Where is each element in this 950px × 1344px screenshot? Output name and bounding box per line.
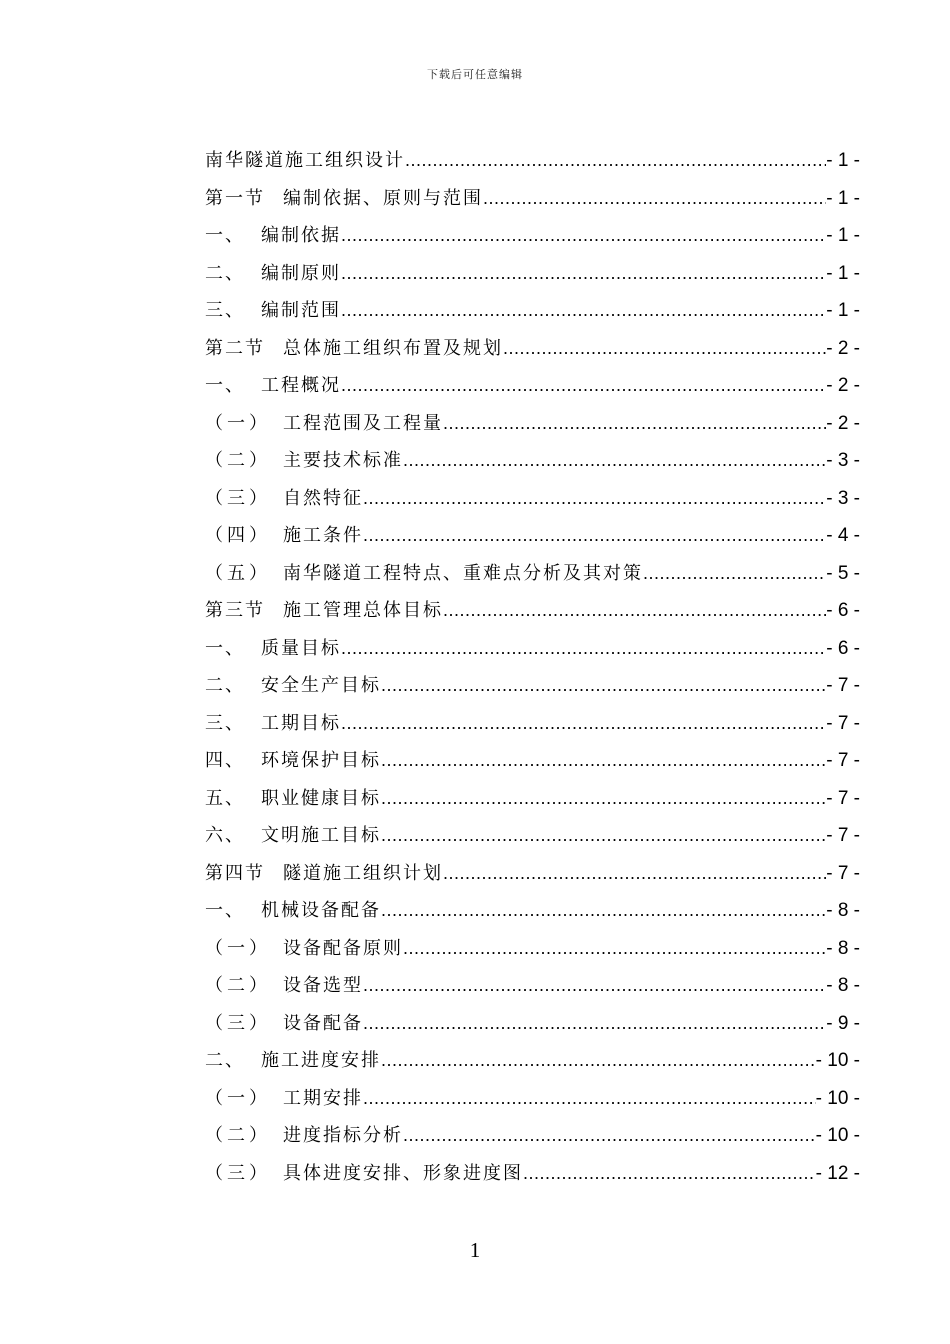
toc-entry-prefix: （三） xyxy=(205,487,271,509)
toc-entry-prefix: 第四节 xyxy=(205,862,265,884)
toc-entry-label xyxy=(205,442,403,480)
toc-entry-label xyxy=(205,1042,381,1080)
toc-entry-title: 南华隧道施工组织设计 xyxy=(205,150,405,171)
toc-entry-page: - 8 - xyxy=(826,937,860,959)
toc-entry-prefix: 一、 xyxy=(205,637,245,659)
toc-entry-label xyxy=(205,967,363,1005)
toc-entry-label xyxy=(205,1117,403,1155)
toc-entry-page: - 7 - xyxy=(826,862,860,884)
toc-entry[interactable] xyxy=(205,405,860,443)
toc-entry-title: 编制依据、原则与范围 xyxy=(283,187,483,209)
toc-entry[interactable] xyxy=(205,855,860,893)
toc-dot-leader xyxy=(363,1005,826,1043)
toc-entry-prefix: 第二节 xyxy=(205,337,265,359)
toc-entry-page: - 6 - xyxy=(826,637,860,659)
toc-entry[interactable] xyxy=(205,367,860,405)
toc-entry-page: - 6 - xyxy=(826,600,860,621)
toc-entry-title: 自然特征 xyxy=(283,487,363,509)
toc-entry-page: - 4 - xyxy=(826,525,860,546)
toc-entry-page: - 2 - xyxy=(826,375,860,396)
toc-entry[interactable] xyxy=(205,292,860,330)
toc-entry[interactable] xyxy=(205,180,860,218)
toc-entry-label xyxy=(205,930,403,968)
toc-entry[interactable] xyxy=(205,780,860,818)
toc-entry[interactable] xyxy=(205,1080,860,1118)
toc-entry-title: 进度指标分析 xyxy=(283,1125,403,1146)
toc-entry[interactable] xyxy=(205,930,860,968)
toc-entry-prefix: （三） xyxy=(205,1012,271,1034)
toc-entry-prefix: 第一节 xyxy=(205,187,265,209)
toc-dot-leader xyxy=(381,742,826,780)
toc-dot-leader xyxy=(363,480,826,518)
toc-entry-prefix: 一、 xyxy=(205,225,245,246)
toc-entry-page: - 1 - xyxy=(826,150,860,171)
toc-dot-leader xyxy=(403,1117,816,1155)
toc-entry-title: 安全生产目标 xyxy=(261,675,381,696)
toc-entry-page: - 7 - xyxy=(826,712,860,734)
toc-entry[interactable] xyxy=(205,480,860,518)
toc-entry-page: - 10 - xyxy=(815,1125,860,1146)
toc-entry[interactable] xyxy=(205,1042,860,1080)
toc-entry[interactable] xyxy=(205,630,860,668)
toc-entry-label xyxy=(205,1080,363,1118)
toc-entry[interactable] xyxy=(205,142,860,180)
toc-entry-prefix: 二、 xyxy=(205,1050,245,1071)
toc-entry[interactable] xyxy=(205,217,860,255)
toc-dot-leader xyxy=(381,1042,816,1080)
toc-entry-label xyxy=(205,742,381,780)
toc-entry-title: 主要技术标准 xyxy=(283,450,403,471)
toc-dot-leader xyxy=(483,180,826,218)
toc-entry-prefix: 三、 xyxy=(205,300,245,321)
toc-entry-title: 施工条件 xyxy=(283,525,363,546)
toc-entry-title: 总体施工组织布置及规划 xyxy=(283,337,503,359)
page-number: 1 xyxy=(469,1238,481,1262)
toc-dot-leader xyxy=(341,705,826,743)
toc-entry-title: 隧道施工组织计划 xyxy=(283,862,443,884)
toc-entry-page: - 1 - xyxy=(826,225,860,246)
toc-entry[interactable] xyxy=(205,892,860,930)
toc-entry-prefix: （二） xyxy=(205,1125,271,1146)
toc-entry-label xyxy=(205,255,341,293)
toc-entry-title: 工程概况 xyxy=(261,375,341,396)
toc-entry-prefix: 六、 xyxy=(205,825,245,846)
page-header: 下载后可任意编辑 xyxy=(427,68,523,81)
toc-entry-prefix: 第三节 xyxy=(205,600,265,621)
toc-entry-title: 质量目标 xyxy=(261,637,341,659)
toc-entry-title: 职业健康目标 xyxy=(261,787,381,809)
toc-entry-prefix: （四） xyxy=(205,525,271,546)
table-of-contents xyxy=(205,142,860,1192)
toc-entry[interactable] xyxy=(205,705,860,743)
toc-entry-title: 设备配备原则 xyxy=(283,937,403,959)
toc-entry-title: 编制依据 xyxy=(261,225,341,246)
toc-entry-label xyxy=(205,142,405,180)
toc-entry-title: 施工进度安排 xyxy=(261,1050,381,1071)
toc-entry[interactable] xyxy=(205,1005,860,1043)
toc-entry[interactable] xyxy=(205,967,860,1005)
toc-dot-leader xyxy=(381,817,826,855)
toc-entry-label xyxy=(205,892,381,930)
toc-entry[interactable] xyxy=(205,555,860,593)
toc-entry[interactable] xyxy=(205,442,860,480)
toc-dot-leader xyxy=(443,592,826,630)
toc-entry[interactable] xyxy=(205,517,860,555)
toc-entry-title: 环境保护目标 xyxy=(261,750,381,771)
toc-entry-prefix: （一） xyxy=(205,412,271,434)
toc-dot-leader xyxy=(523,1155,816,1193)
toc-entry-prefix: 一、 xyxy=(205,375,245,396)
toc-entry-label xyxy=(205,330,503,368)
toc-entry-label xyxy=(205,817,381,855)
toc-dot-leader xyxy=(341,367,826,405)
toc-entry-page: - 10 - xyxy=(815,1050,860,1071)
toc-entry-prefix: （二） xyxy=(205,450,271,471)
toc-entry[interactable] xyxy=(205,592,860,630)
toc-dot-leader xyxy=(403,930,826,968)
toc-entry-label xyxy=(205,367,341,405)
toc-entry-label xyxy=(205,630,341,668)
toc-dot-leader xyxy=(503,330,826,368)
toc-entry-page: - 2 - xyxy=(826,337,860,359)
toc-entry-title: 工程范围及工程量 xyxy=(283,412,443,434)
toc-entry-page: - 2 - xyxy=(826,412,860,434)
toc-entry[interactable] xyxy=(205,742,860,780)
toc-entry-page: - 3 - xyxy=(826,487,860,509)
toc-dot-leader xyxy=(341,292,826,330)
toc-entry-title: 编制原则 xyxy=(261,262,341,284)
toc-entry-label xyxy=(205,180,483,218)
toc-entry-page: - 8 - xyxy=(826,975,860,996)
toc-entry[interactable] xyxy=(205,1155,860,1193)
toc-entry-title: 南华隧道工程特点、重难点分析及其对策 xyxy=(283,562,643,584)
toc-entry-title: 文明施工目标 xyxy=(261,825,381,846)
toc-entry-prefix: （五） xyxy=(205,562,271,584)
toc-entry-title: 机械设备配备 xyxy=(261,900,381,921)
toc-entry-page: - 12 - xyxy=(815,1162,860,1184)
toc-entry-label xyxy=(205,292,341,330)
toc-entry-page: - 7 - xyxy=(826,750,860,771)
toc-entry-prefix: 一、 xyxy=(205,900,245,921)
toc-entry-page: - 7 - xyxy=(826,675,860,696)
toc-entry-label xyxy=(205,217,341,255)
toc-dot-leader xyxy=(381,667,826,705)
toc-entry-page: - 1 - xyxy=(826,300,860,321)
toc-entry-title: 施工管理总体目标 xyxy=(283,600,443,621)
toc-entry-label xyxy=(205,1005,363,1043)
toc-entry-prefix: 五、 xyxy=(205,787,245,809)
toc-entry-page: - 1 - xyxy=(826,262,860,284)
toc-entry-title: 编制范围 xyxy=(261,300,341,321)
toc-dot-leader xyxy=(363,967,826,1005)
toc-entry[interactable] xyxy=(205,330,860,368)
toc-entry[interactable] xyxy=(205,817,860,855)
toc-entry-prefix: （一） xyxy=(205,937,271,959)
toc-entry-label xyxy=(205,1155,523,1193)
toc-entry-label xyxy=(205,480,363,518)
toc-entry-title: 设备选型 xyxy=(283,975,363,996)
toc-entry-page: - 7 - xyxy=(826,825,860,846)
toc-entry[interactable] xyxy=(205,255,860,293)
toc-dot-leader xyxy=(443,855,826,893)
toc-dot-leader xyxy=(381,780,826,818)
toc-entry-label xyxy=(205,555,643,593)
toc-entry-label xyxy=(205,667,381,705)
toc-entry-prefix: 三、 xyxy=(205,712,245,734)
toc-entry-title: 具体进度安排、形象进度图 xyxy=(283,1162,523,1184)
toc-entry-label xyxy=(205,855,443,893)
toc-dot-leader xyxy=(341,255,826,293)
toc-dot-leader xyxy=(363,517,826,555)
toc-entry-prefix: 二、 xyxy=(205,675,245,696)
toc-entry-page: - 10 - xyxy=(815,1087,860,1109)
toc-dot-leader xyxy=(405,142,826,180)
toc-dot-leader xyxy=(381,892,826,930)
toc-entry-page: - 7 - xyxy=(826,787,860,809)
toc-entry-title: 设备配备 xyxy=(283,1012,363,1034)
toc-entry-page: - 3 - xyxy=(826,450,860,471)
toc-entry-page: - 8 - xyxy=(826,900,860,921)
toc-entry-prefix: （三） xyxy=(205,1162,271,1184)
toc-entry-page: - 9 - xyxy=(826,1012,860,1034)
toc-entry-page: - 5 - xyxy=(826,562,860,584)
toc-entry-label xyxy=(205,405,443,443)
toc-dot-leader xyxy=(443,405,826,443)
toc-entry[interactable] xyxy=(205,1117,860,1155)
toc-entry-prefix: （一） xyxy=(205,1087,271,1109)
toc-entry-label xyxy=(205,780,381,818)
toc-entry-label xyxy=(205,517,363,555)
toc-entry[interactable] xyxy=(205,667,860,705)
toc-dot-leader xyxy=(643,555,826,593)
toc-dot-leader xyxy=(403,442,826,480)
toc-dot-leader xyxy=(363,1080,816,1118)
toc-entry-label xyxy=(205,592,443,630)
toc-entry-prefix: （二） xyxy=(205,975,271,996)
toc-entry-title: 工期目标 xyxy=(261,712,341,734)
toc-dot-leader xyxy=(341,630,826,668)
toc-entry-prefix: 二、 xyxy=(205,262,245,284)
toc-entry-page: - 1 - xyxy=(826,187,860,209)
toc-entry-label xyxy=(205,705,341,743)
toc-entry-prefix: 四、 xyxy=(205,750,245,771)
toc-entry-title: 工期安排 xyxy=(283,1087,363,1109)
toc-dot-leader xyxy=(341,217,826,255)
